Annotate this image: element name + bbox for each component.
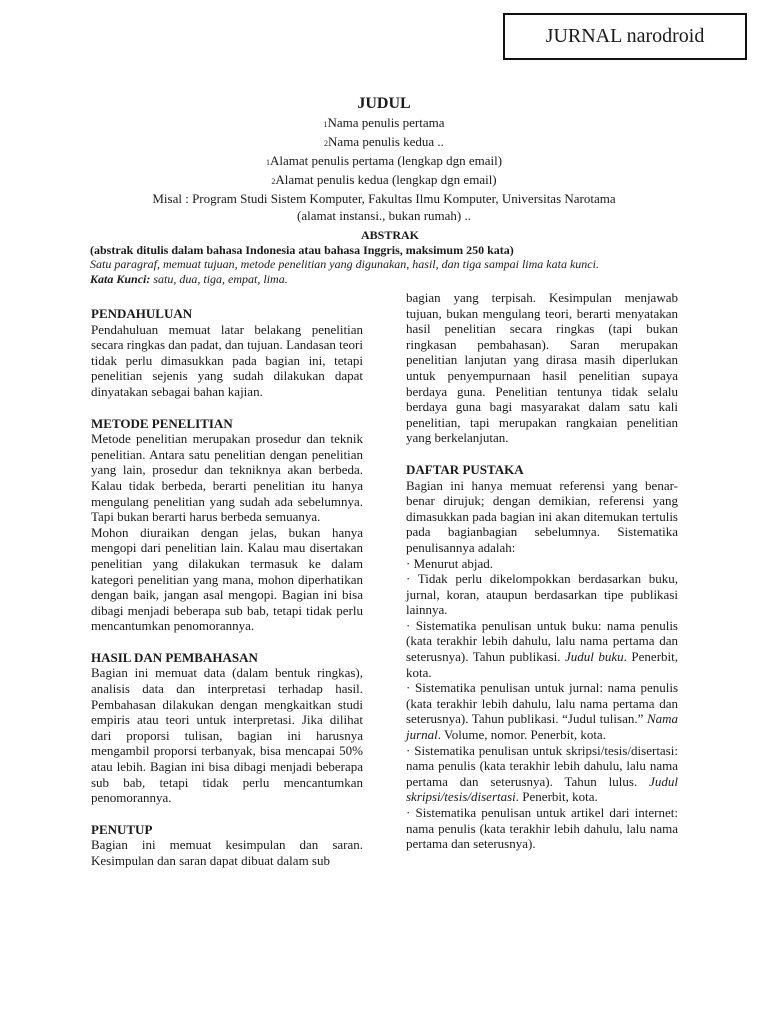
paper-header <box>80 94 688 224</box>
author-2-name: Nama penulis kedua .. <box>328 134 444 149</box>
paper-title: JUDUL <box>357 95 411 112</box>
address-2-text: Alamat penulis kedua (lengkap dgn email) <box>275 172 497 187</box>
pustaka-item-4-italic: Nama jurnal <box>406 711 678 743</box>
section-heading-hasil: HASIL DAN PEMBAHASAN <box>91 649 258 665</box>
section-heading-metode: METODE PENELITIAN <box>91 415 233 431</box>
address-2 <box>80 171 688 190</box>
address-1-sup: 1 <box>265 158 270 167</box>
address-1 <box>80 152 688 171</box>
pustaka-item-5-post: . Penerbit, kota. <box>515 789 598 805</box>
author-1 <box>80 114 688 133</box>
pustaka-intro: Bagian ini hanya memuat referensi yang benar-benar dirujuk; dengan demikian, referensi yang dimasukkan pada bagian ini akan ditemukan tertulis pada bagianbagian sebelumnya. Sistematika penulisannya adalah: <box>406 477 678 555</box>
section-heading-penutup: PENUTUP <box>91 821 153 837</box>
abstract-heading: ABSTRAK <box>360 228 419 242</box>
abstract-subheading: (abstrak ditulis dalam bahasa Indonesia atau bahasa Inggris, maksimum 250 kata) <box>90 242 514 257</box>
pendahuluan-body: Pendahuluan memuat latar belakang penelitian secara ringkas dan padat, dan tujuan. Landasan teori tidak perlu dimasukkan pada bagian ini, tetapi penelitian sejenis yang sudah dilakukan dapat dinyatakan sebagai bahan kajian. <box>91 321 363 399</box>
affiliation-note: (alamat instansi., bukan rumah) .. <box>296 208 471 223</box>
pustaka-item-5 <box>406 743 678 805</box>
pustaka-item-3-post: . Penerbit, kota. <box>406 649 678 680</box>
pustaka-item-3 <box>406 618 678 680</box>
metode-paragraph-2: Mohon diuraikan dengan jelas, bukan hanya mengopi dari penelitian lain. Kalau mau disertakan penelitian yang dilakukan termasuk ke dalam kategori penelitian yang mana, mohon diperhatikan dengan baik, jangan asal mengopi. Bagian ini bisa dibagi menjadi beberapa sub bab, tetapi tidak perlu mencantumkan penomorannya. <box>91 524 363 634</box>
keywords-values: satu, dua, tiga, empat, lima. <box>150 271 288 286</box>
journal-name: JURNAL narodroid <box>545 25 705 47</box>
penutup-body-right: bagian yang terpisah. Kesimpulan menjawab tujuan, bukan mengulang teori, berarti menyatakan hasil penelitian secara ringkas (tapi bukan ringkasan pembahasan). Saran merupakan penelitian lanjutan yang dirasa masih diperlukan untuk penyempurnaan hasil penelitian supaya berdaya guna. Penelitian tentunya tidak selalu berdaya guna bagi masyarakat dalam satu kali penelitian, tapi merupakan rangkaian penelitian yang berkelanjutan. <box>406 290 678 446</box>
keywords-label: Kata Kunci: <box>90 271 151 286</box>
author-1-name: Nama penulis pertama <box>327 115 445 130</box>
author-2 <box>80 133 688 152</box>
pustaka-item-5-pre: · Sistematika penulisan untuk skripsi/tesis/disertasi: nama penulis (kata terakhir lebih dahulu, lalu nama pertama dan seterusnya). Tahun lulus. <box>406 742 678 789</box>
pustaka-item-1: · Menurut abjad. <box>406 555 494 571</box>
pustaka-item-4-post: . Volume, nomor. Penerbit, kota. <box>437 727 606 743</box>
journal-header-box <box>503 13 747 60</box>
section-heading-pendahuluan: PENDAHULUAN <box>91 306 193 321</box>
pustaka-item-4 <box>406 680 678 742</box>
left-column <box>91 306 363 869</box>
pustaka-item-3-pre: · Sistematika penulisan untuk buku: nama penulis (kata terakhir lebih dahulu, lalu nama pertama dan seterusnya). Tahun publikasi. <box>406 617 678 665</box>
author-1-sup: 1 <box>323 120 328 129</box>
pustaka-item-4-pre: · Sistematika penulisan untuk jurnal: nama penulis (kata terakhir lebih dahulu, lalu nama pertama dan seterusnya). Tahun publikasi. “Judul tulisan.” <box>406 680 678 727</box>
pustaka-item-6: · Sistematika penulisan untuk artikel dari internet: nama penulis (kata terakhir lebih dahulu, lalu nama pertama dan seterusnya). <box>406 805 678 852</box>
penutup-body-left: Bagian ini memuat kesimpulan dan saran. Kesimpulan dan saran dapat dibuat dalam sub <box>91 837 363 868</box>
pustaka-item-2: · Tidak perlu dikelompokkan berdasarkan buku, jurnal, koran, ataupun berdasarkan tipe publikasi lainnya. <box>406 571 678 618</box>
right-column <box>406 290 678 852</box>
section-heading-pustaka: DAFTAR PUSTAKA <box>406 461 524 477</box>
address-1-text: Alamat penulis pertama (lengkap dgn email) <box>269 153 503 168</box>
pustaka-item-3-italic: Judul buku <box>564 649 624 665</box>
keywords-line <box>90 272 690 287</box>
pustaka-item-5-italic: Judul skripsi/tesis/disertasi <box>406 773 678 805</box>
author-2-sup: 2 <box>324 139 329 148</box>
address-2-sup: 2 <box>271 177 276 186</box>
abstract-body: Satu paragraf, memuat tujuan, metode penelitian yang digunakan, hasil, dan tiga sampai lima kata kunci. <box>90 257 599 271</box>
abstract-block <box>90 228 690 286</box>
affiliation-example: Misal : Program Studi Sistem Komputer, Fakultas Ilmu Komputer, Universitas Narotama <box>152 191 616 206</box>
metode-paragraph-1: Metode penelitian merupakan prosedur dan teknik penelitian. Antara satu penelitian dengan penelitian yang lain, prosedur dan tekniknya akan berbeda. Kalau tidak berbeda, berarti penelitian itu hanya mengulang penelitian yang sudah ada sebelumnya. Tapi bukan berarti harus berbeda semuanya. <box>91 431 363 525</box>
hasil-body: Bagian ini memuat data (dalam bentuk ringkas), analisis data dan interpretasi terhadap hasil. Pembahasan dilakukan dengan mengkaitkan studi empiris atau teori untuk interpretasi. Jika dilihat dari proporsi tulisan, bagian ini harusnya mengambil proporsi terbanyak, bisa mencapai 50% atau lebih. Bagian ini bisa dibagi menjadi beberapa sub bab, tetapi tidak perlu mencantumkan penomorannya. <box>91 665 363 806</box>
